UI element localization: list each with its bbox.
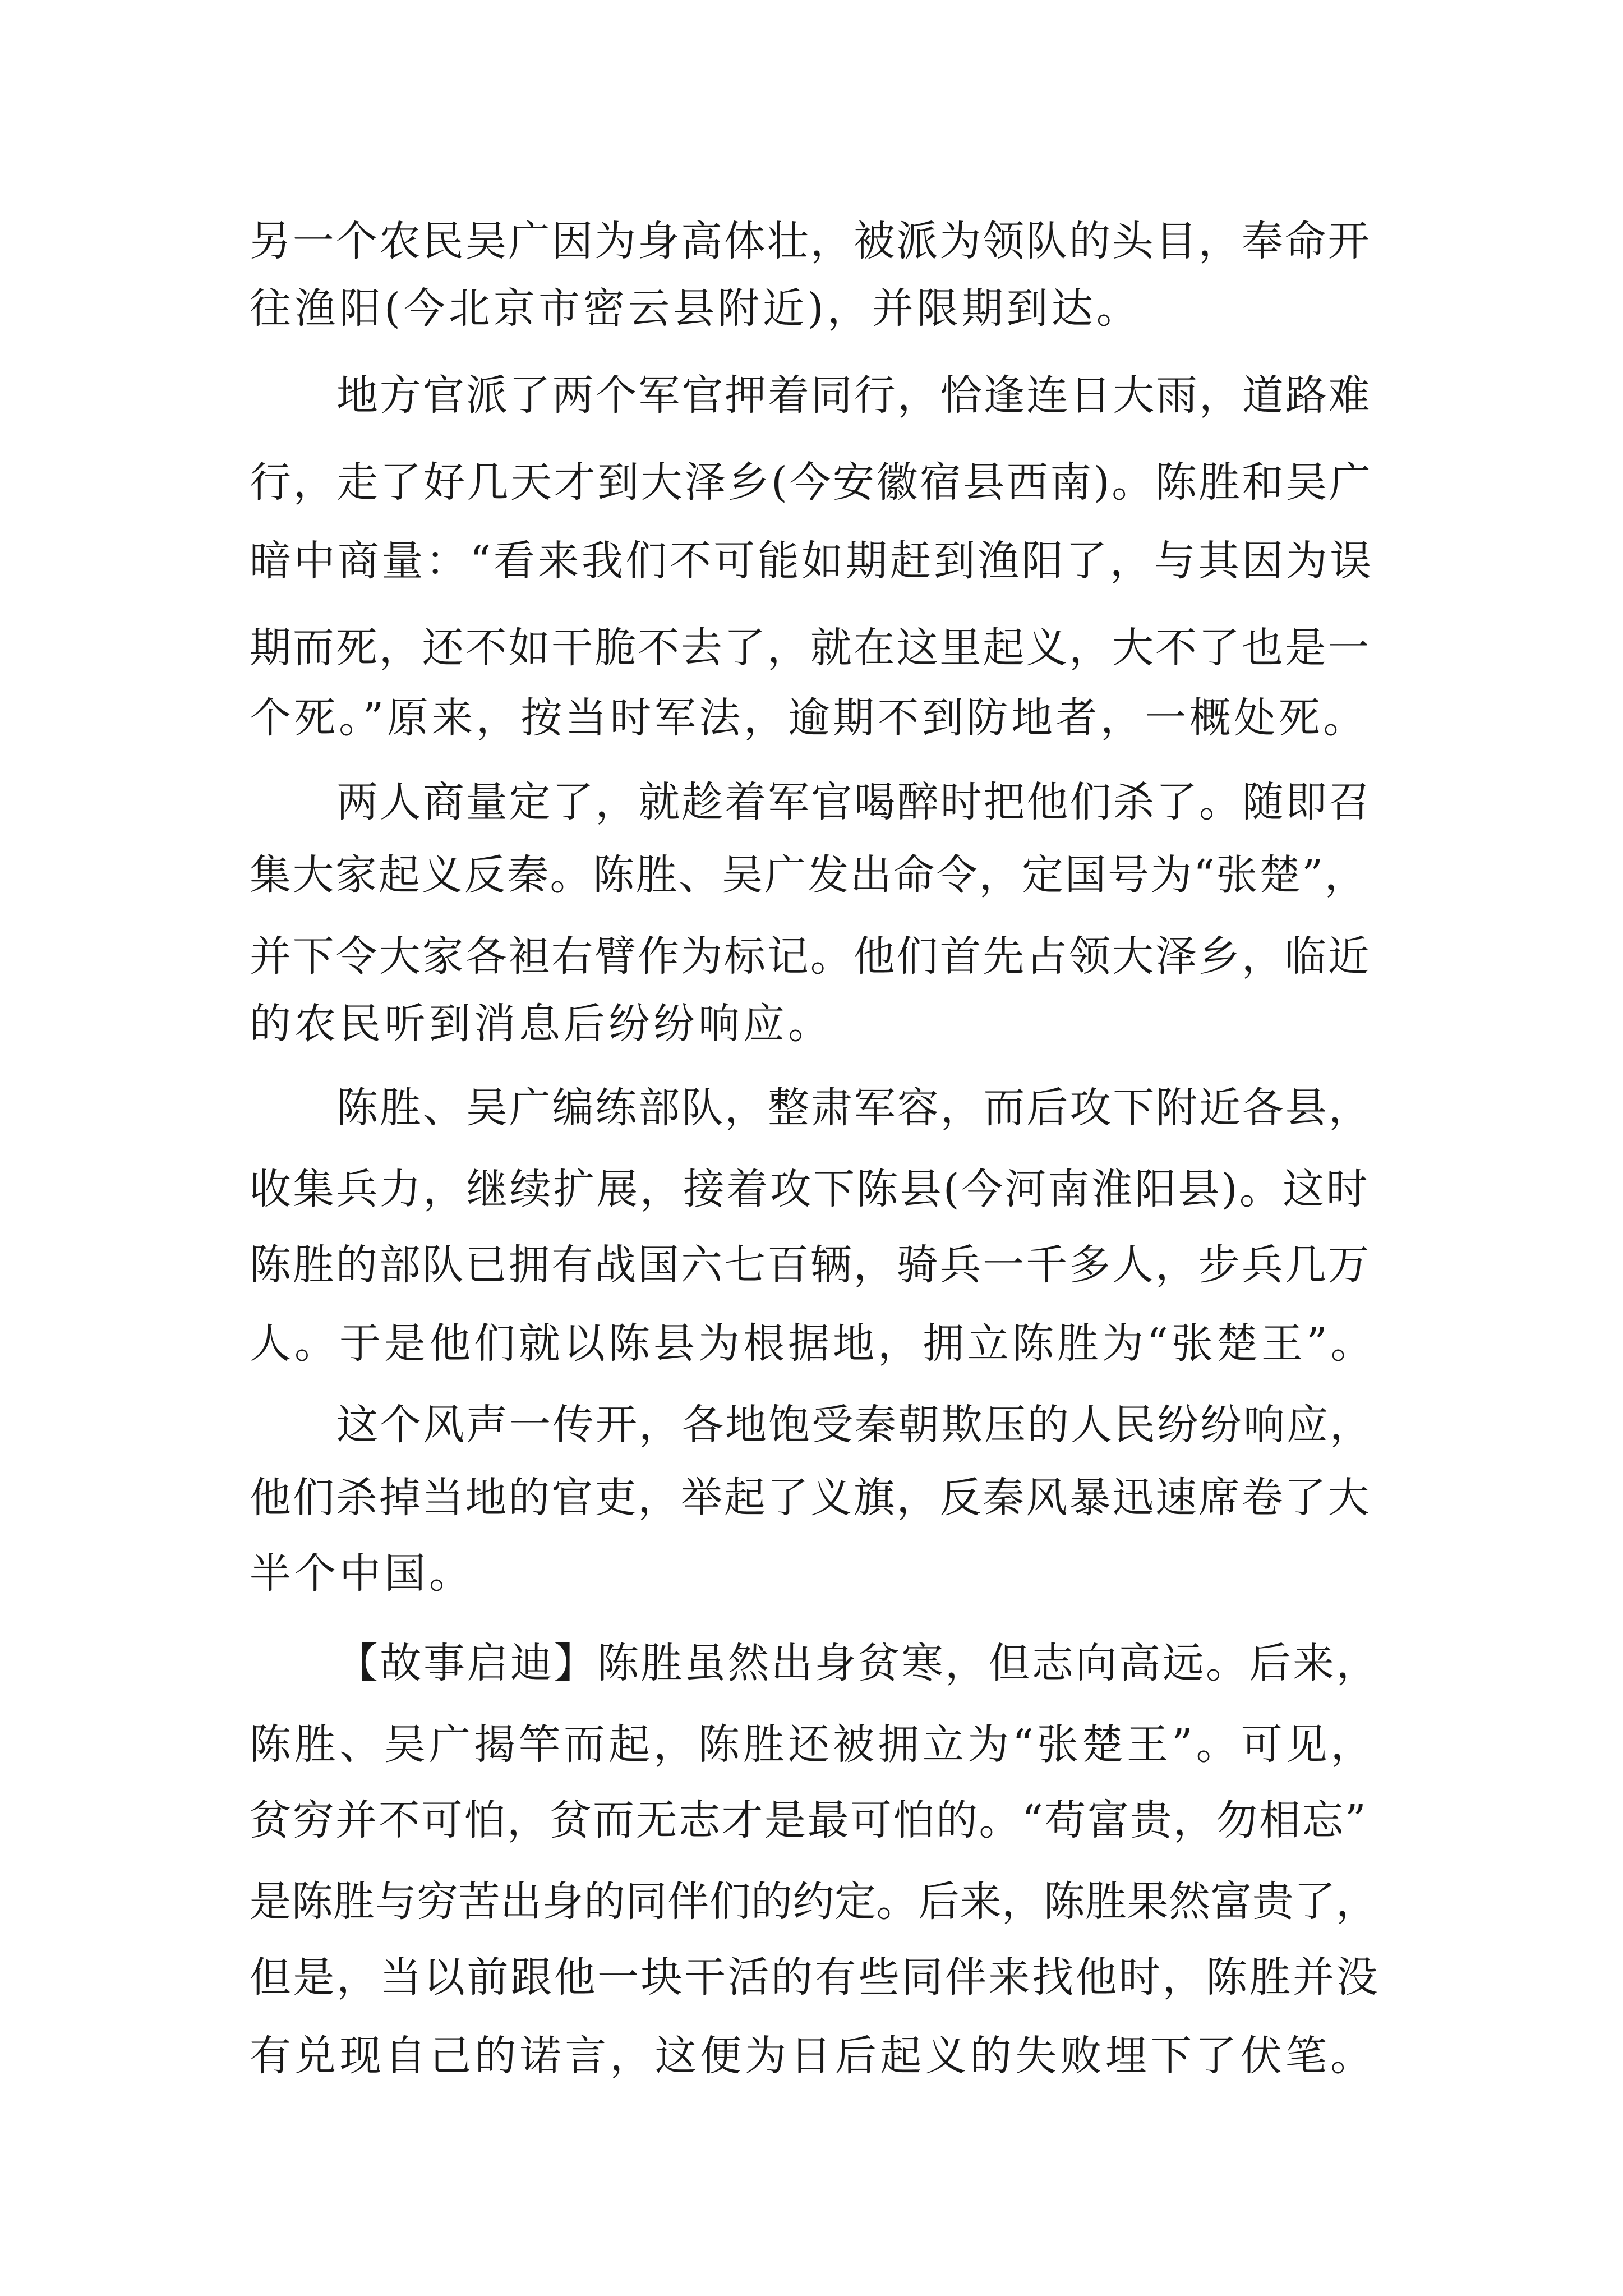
text-line: 集大家起义反秦。陈胜、吴广发出命令，定国号为“张楚”， — [250, 851, 1368, 899]
paragraph-start-line: 两人商量定了，就趁着军官喝醉时把他们杀了。随即召 — [336, 778, 1372, 826]
text-line: 半个中国。 — [250, 1549, 474, 1598]
text-line: 行，走了好几天才到大泽乡(今安徽宿县西南)。陈胜和吴广 — [250, 458, 1373, 507]
text-line: 另一个农民吴广因为身高体壮，被派为领队的头目，奉命开 — [250, 217, 1371, 265]
text-line: 他们杀掉当地的官吏，举起了义旗，反秦风暴迅速席卷了大 — [250, 1474, 1371, 1522]
text-line: 有兑现自己的诺言，这便为日后起义的失败埋下了伏笔。 — [250, 2032, 1376, 2080]
paragraph-start-line: 陈胜、吴广编练部队，整肃军容，而后攻下附近各县， — [336, 1084, 1372, 1132]
text-line: 个死。”原来，按当时军法，逾期不到防地者，一概处死。 — [250, 694, 1368, 742]
text-line: 收集兵力，继续扩展，接着攻下陈县(今河南淮阳县)。这时 — [250, 1165, 1370, 1213]
text-line: 陈胜、吴广揭竿而起，陈胜还被拥立为“张楚王”。可见， — [250, 1720, 1376, 1769]
text-line: 人。于是他们就以陈县为根据地，拥立陈胜为“张楚王”。 — [250, 1319, 1376, 1368]
text-line: 的农民听到消息后纷纷响应。 — [250, 1000, 833, 1048]
paragraph-start-line: 地方官派了两个军官押着同行，恰逢连日大雨，道路难 — [336, 371, 1372, 420]
text-line: 往渔阳(今北京市密云县附近)，并限期到达。 — [250, 284, 1141, 333]
text-line: 陈胜的部队已拥有战国六七百辆，骑兵一千多人，步兵几万 — [250, 1241, 1371, 1289]
text-line: 暗中商量：“看来我们不可能如期赶到渔阳了，与其因为误 — [250, 537, 1374, 585]
text-line: 是陈胜与穷苦出身的同伴们的约定。后来，陈胜果然富贵了， — [250, 1878, 1378, 1926]
paragraph-start-line: 这个风声一传开，各地饱受秦朝欺压的人民纷纷响应， — [336, 1401, 1373, 1449]
paragraph-start-line: 【故事启迪】陈胜虽然出身贫寒，但志向高远。后来， — [336, 1639, 1380, 1687]
text-line: 贫穷并不可怕，贫而无志才是最可怕的。“苟富贵，勿相忘” — [250, 1796, 1368, 1844]
text-line: 并下令大家各袒右臂作为标记。他们首先占领大泽乡，临近 — [250, 932, 1371, 981]
text-line: 但是，当以前跟他一块干活的有些同伴来找他时，陈胜并没 — [250, 1953, 1380, 2001]
text-line: 期而死，还不如干脆不去了，就在这里起义，大不了也是一 — [250, 624, 1371, 672]
